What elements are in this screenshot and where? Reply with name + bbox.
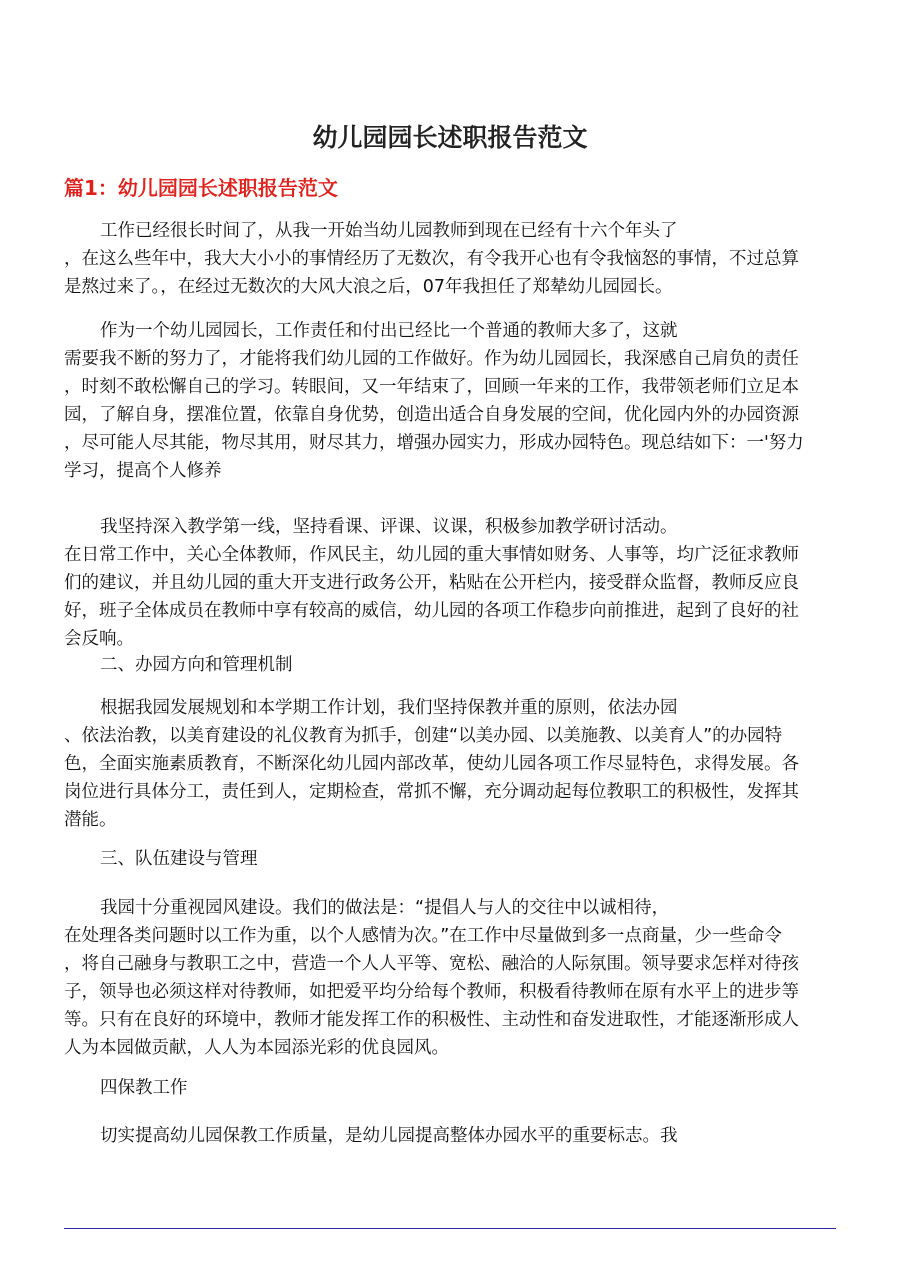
text-line: 作为一个幼儿园园长，工作责任和付出已经比一个普通的教师大多了，这就 bbox=[100, 321, 678, 341]
text-line: 二、办园方向和管理机制 bbox=[100, 655, 293, 675]
paragraph bbox=[64, 1122, 836, 1150]
text-line: 学习，提高个人修养 bbox=[64, 461, 222, 481]
footer-divider bbox=[64, 1228, 836, 1229]
text-line: 根据我园发展规划和本学期工作计划，我们坚持保教并重的原则，依法办园 bbox=[100, 698, 678, 718]
text-line: 等。只有在良好的环境中，教师才能发挥工作的积极性、主动性和奋发进取性，才能逐渐形成人 bbox=[64, 1010, 799, 1030]
text-line: 四保教工作 bbox=[100, 1078, 188, 1098]
text-line: 我园十分重视园风建设。我们的做法是：“提倡人与人的交往中以诚相待， bbox=[100, 898, 670, 918]
text-line: 岗位进行具体分工，责任到人，定期检查，常抓不懈，充分调动起每位教职工的积极性，发挥其 bbox=[64, 782, 799, 802]
text-line: ，将自己融身与教职工之中，营造一个人人平等、宽松、融洽的人际氛围。领导要求怎样对待孩 bbox=[64, 954, 799, 974]
text-line: 好，班子全体成员在教师中享有较高的威信，幼儿园的各项工作稳步向前推进，起到了良好的社 bbox=[64, 601, 799, 621]
text-line: ，尽可能人尽其能，物尽其用，财尽其力，增强办园实力，形成办园特色。现总结如下：一'努力 bbox=[64, 433, 804, 453]
text-line: 需要我不断的努力了，才能将我们幼儿园的工作做好。作为幼儿园园长，我深感自己肩负的责任 bbox=[64, 349, 799, 369]
text-line: 色，全面实施素质教育，不断深化幼儿园内部改革，使幼儿园各项工作尽显特色，求得发展。各 bbox=[64, 754, 799, 774]
text-line: 切实提高幼儿园保教工作质量，是幼儿园提高整体办园水平的重要标志。我 bbox=[100, 1126, 678, 1146]
text-line: 会反响。 bbox=[64, 629, 134, 649]
paragraph bbox=[64, 694, 836, 834]
text-line: 潜能。 bbox=[64, 810, 117, 830]
paragraph bbox=[64, 317, 836, 485]
paragraph bbox=[64, 894, 836, 1062]
section-heading: 篇1：幼儿园园长述职报告范文 bbox=[64, 176, 338, 200]
text-line: 我坚持深入教学第一线，坚持看课、评课、议课，积极参加教学研讨活动。 bbox=[100, 517, 678, 537]
document-title: 幼儿园园长述职报告范文 bbox=[312, 123, 588, 152]
text-line: 三、队伍建设与管理 bbox=[100, 849, 258, 869]
text-line: 是熬过来了。，在经过无数次的大风大浪之后，07年我担任了郑辇幼儿园园长。 bbox=[64, 277, 673, 297]
section-subheading bbox=[64, 845, 836, 873]
text-line: 园，了解自身，摆准位置，依靠自身优势，创造出适合自身发展的空间，优化园内外的办园资源 bbox=[64, 405, 799, 425]
text-line: ，在这么些年中，我大大小小的事情经历了无数次，有令我开心也有令我恼怒的事情，不过总算 bbox=[64, 249, 799, 269]
text-line: 工作已经很长时间了，从我一开始当幼儿园教师到现在已经有十六个年头了 bbox=[100, 221, 678, 241]
paragraph bbox=[64, 513, 836, 653]
section-subheading bbox=[64, 1074, 836, 1102]
text-line: 在处理各类问题时以工作为重，以个人感情为次。”在工作中尽量做到多一点商量，少一些命令 bbox=[64, 926, 782, 946]
text-line: ，时刻不敢松懈自己的学习。转眼间，又一年结束了，回顾一年来的工作，我带领老师们立足本 bbox=[64, 377, 799, 397]
paragraph bbox=[64, 217, 836, 301]
text-line: 人为本园做贡献，人人为本园添光彩的优良园风。 bbox=[64, 1038, 449, 1058]
section-subheading bbox=[64, 651, 836, 679]
text-line: 、依法治教，以美育建设的礼仪教育为抓手，创建“以美办园、以美施教、以美育人”的办园特 bbox=[64, 726, 783, 746]
text-line: 在日常工作中，关心全体教师，作风民主，幼儿园的重大事情如财务、人事等，均广泛征求教师 bbox=[64, 545, 799, 565]
text-line: 们的建议，并且幼儿园的重大开支进行政务公开，粘贴在公开栏内，接受群众监督，教师反应良 bbox=[64, 573, 799, 593]
text-line: 子，领导也必须这样对待教师，如把爱平均分给每个教师，积极看待教师在原有水平上的进步等 bbox=[64, 982, 799, 1002]
